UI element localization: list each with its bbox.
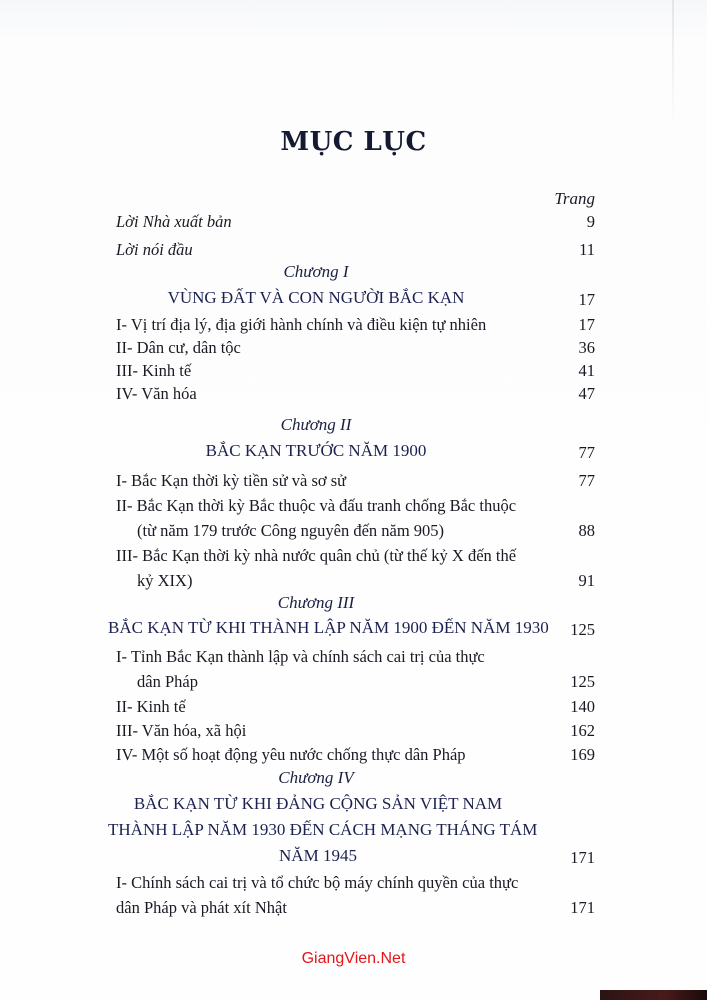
toc-page-number: 36	[578, 338, 595, 357]
toc-page-number: 171	[570, 898, 595, 917]
chapter-title: BẮC KẠN TỪ KHI ĐẢNG CỘNG SẢN VIỆT NAM	[133, 794, 503, 813]
toc-section: IV- Một số hoạt động yêu nước chống thực dân Pháp	[116, 745, 466, 764]
chapter-title: BẮC KẠN TRƯỚC NĂM 1900	[205, 441, 427, 460]
toc-section: III- Văn hóa, xã hội	[116, 721, 247, 740]
toc-section: III- Bắc Kạn thời kỳ nhà nước quân chủ (từ thế kỷ X đến thế	[116, 546, 517, 565]
toc-page-number: 91	[578, 571, 595, 590]
toc-section: I- Vị trí địa lý, địa giới hành chính và điều kiện tự nhiên	[116, 315, 487, 334]
toc-page-number: 162	[570, 721, 595, 740]
chapter-label: Chương IV	[278, 768, 354, 787]
toc-entry-foreword: Lời nói đầu	[116, 240, 193, 259]
toc-page-number: 17	[578, 290, 595, 309]
toc-section: I- Chính sách cai trị và tổ chức bộ máy chính quyền của thực	[116, 873, 519, 892]
chapter-label: Chương I	[283, 262, 349, 281]
chapter-title-line: NĂM 1945	[279, 846, 357, 865]
toc-section: II- Kinh tế	[116, 697, 186, 716]
toc-page-number: 77	[578, 471, 595, 490]
page-title: MỤC LỤC	[280, 127, 427, 157]
chapter-label: Chương II	[280, 415, 352, 434]
toc-page-number: 125	[570, 672, 595, 691]
toc-section: II- Dân cư, dân tộc	[116, 338, 241, 357]
chapter-title: VÙNG ĐẤT VÀ CON NGƯỜI BẮC KẠN	[167, 288, 465, 307]
toc-section-continuation: dân Pháp và phát xít Nhật	[116, 898, 287, 917]
toc-section: I- Tỉnh Bắc Kạn thành lập và chính sách cai trị của thực	[116, 647, 485, 666]
toc-page-number: 47	[578, 384, 595, 403]
toc-section-continuation: dân Pháp	[137, 672, 198, 691]
toc-page-number: 11	[579, 240, 595, 259]
book-edge-shadow	[600, 990, 707, 1000]
page-edge-shadow	[672, 0, 674, 130]
page-column-header: Trang	[554, 189, 595, 208]
toc-page-number: 9	[586, 212, 595, 231]
toc-section: III- Kinh tế	[116, 361, 192, 380]
toc-section-continuation: (từ năm 179 trước Công nguyên đến năm 905)	[137, 521, 445, 540]
toc-section: I- Bắc Kạn thời kỳ tiền sử và sơ sử	[116, 471, 347, 490]
chapter-title-line: THÀNH LẬP NĂM 1930 ĐẾN CÁCH MẠNG THÁNG TÁM	[108, 820, 538, 839]
toc-page-number: 125	[570, 620, 595, 639]
toc-section: IV- Văn hóa	[116, 384, 197, 403]
chapter-title: BẮC KẠN TỪ KHI THÀNH LẬP NĂM 1900 ĐẾN NĂM 1930	[108, 618, 549, 637]
toc-section-continuation: kỷ XIX)	[137, 571, 193, 590]
toc-page-number: 41	[578, 361, 595, 380]
watermark: GiangVien.Net	[301, 950, 406, 967]
toc-entry-publisher-note: Lời Nhà xuất bản	[116, 212, 232, 231]
toc-page-number: 140	[570, 697, 595, 716]
toc-section: II- Bắc Kạn thời kỳ Bắc thuộc và đấu tranh chống Bắc thuộc	[116, 496, 517, 515]
chapter-label: Chương III	[277, 593, 355, 612]
toc-page-number: 171	[570, 848, 595, 867]
toc-page-number: 17	[578, 315, 595, 334]
toc-page-number: 77	[578, 443, 595, 462]
toc-page-number: 88	[578, 521, 595, 540]
toc-page-number: 169	[570, 745, 595, 764]
